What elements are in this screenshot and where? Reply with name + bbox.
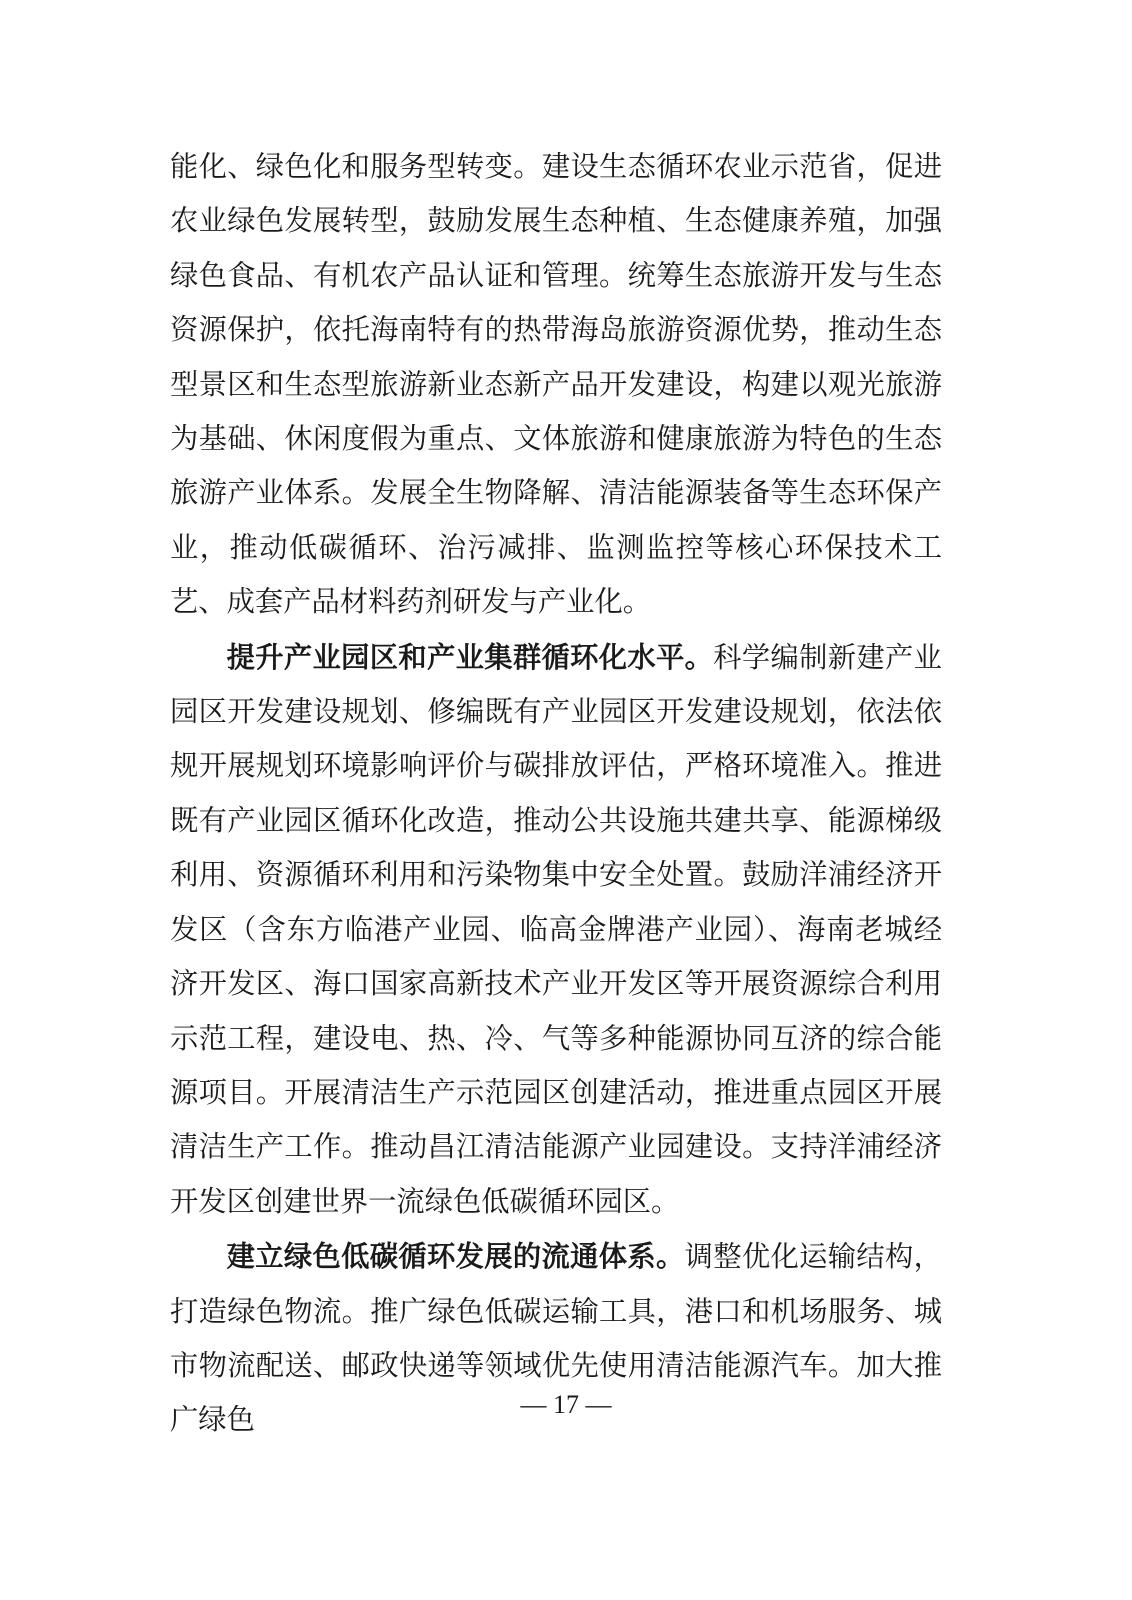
body-text (170, 140, 942, 1448)
paragraph-industrial-parks (170, 630, 942, 1229)
page-number: — 17 — (520, 1390, 612, 1419)
paragraph-heading: 提升产业园区和产业集群循环化水平。 (226, 639, 714, 674)
paragraph-body: 科学编制新建产业园区开发建设规划、修编既有产业园区开发建设规划，依法依规开展规划环境影响评价与碳排放评估，严格环境准入。推进既有产业园区循环化改造，推动公共设施共建共享、能源梯级利用、资源循环利用和污染物集中安全处置。鼓励洋浦经济开发区（含东方临港产业园、临高金牌港产业园）、海南老城经济开发区、海口国家高新技术产业开发区等开展资源综合利用示范工程，建设电、热、冷、气等多种能源协同互济的综合能源项目。开展清洁生产示范园区创建活动，推进重点园区开展清洁生产工作。推动昌江清洁能源产业园建设。支持洋浦经济开发区创建世界一流绿色低碳循环园区。 (170, 640, 942, 1218)
paragraph-body: 能化、绿色化和服务型转变。建设生态循环农业示范省，促进农业绿色发展转型，鼓励发展生态种植、生态健康养殖，加强绿色食品、有机农产品认证和管理。统筹生态旅游开发与生态资源保护，依托海南特有的热带海岛旅游资源优势，推动生态型景区和生态型旅游新业态新产品开发建设，构建以观光旅游为基础、休闲度假为重点、文体旅游和健康旅游为特色的生态旅游产业体系。发展全生物降解、清洁能源装备等生态环保产业，推动低碳循环、治污减排、监测监控等核心环保技术工艺、成套产品材料药剂研发与产业化。 (170, 150, 942, 619)
paragraph-heading: 建立绿色低碳循环发展的流通体系。 (226, 1239, 685, 1274)
paragraph-continuation (170, 140, 942, 630)
paragraph-body: 调整优化运输结构，打造绿色物流。推广绿色低碳运输工具，港口和机场服务、城市物流配送、邮政快递等领域优先使用清洁能源汽车。加大推广绿色 (170, 1240, 942, 1437)
